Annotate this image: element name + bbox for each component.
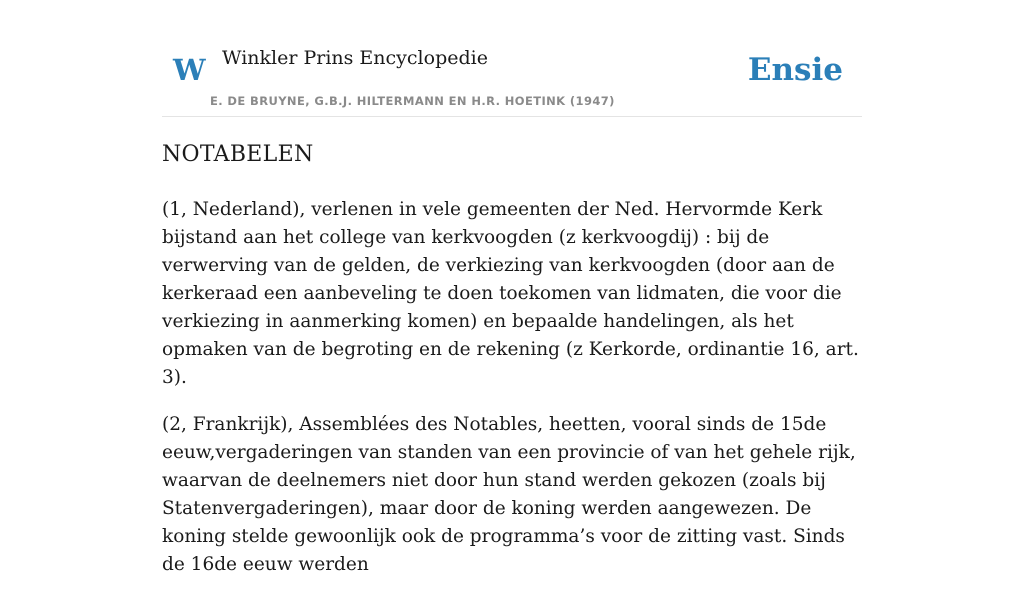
source-title[interactable]: Winkler Prins Encyclopedie (222, 47, 488, 69)
article-title: NOTABELEN (162, 142, 314, 167)
article (162, 136, 862, 598)
brand-logo[interactable]: Ensie (747, 52, 843, 88)
article-paragraph-1: (1, Nederland), verlenen in vele gemeenten der Ned. Hervormde Kerk bijstand aan het college van kerkvoogden (z kerkvoogdij) : bij de verwerving van de gelden, de verkiezing van kerkvoogden (door aan de kerkeraad een aanbeveling te doen toekomen van lidmaten, die voor die verkiezing in aanmerking komen) en bepaalde handelingen, als het opmaken van de begroting en de rekening (z Kerkorde, ordinantie 16, art. 3). (162, 199, 859, 388)
source-header (162, 0, 862, 117)
article-paragraph-2: (2, Frankrijk), Assemblées des Notables, heetten, vooral sinds de 15de eeuw,vergaderingen van standen van een provincie of van het gehele rijk, waarvan de deelnemers niet door hun stand werden gekozen (zoals bij Statenvergaderingen), maar door de koning werden aangewezen. De koning stelde gewoonlijk ook de programma’s voor de zitting vast. Sinds de 16de eeuw werden (162, 414, 856, 575)
source-authors: E. DE BRUYNE, G.B.J. HILTERMANN EN H.R. HOETINK (1947) (210, 94, 615, 108)
source-logo[interactable]: W (173, 53, 206, 87)
